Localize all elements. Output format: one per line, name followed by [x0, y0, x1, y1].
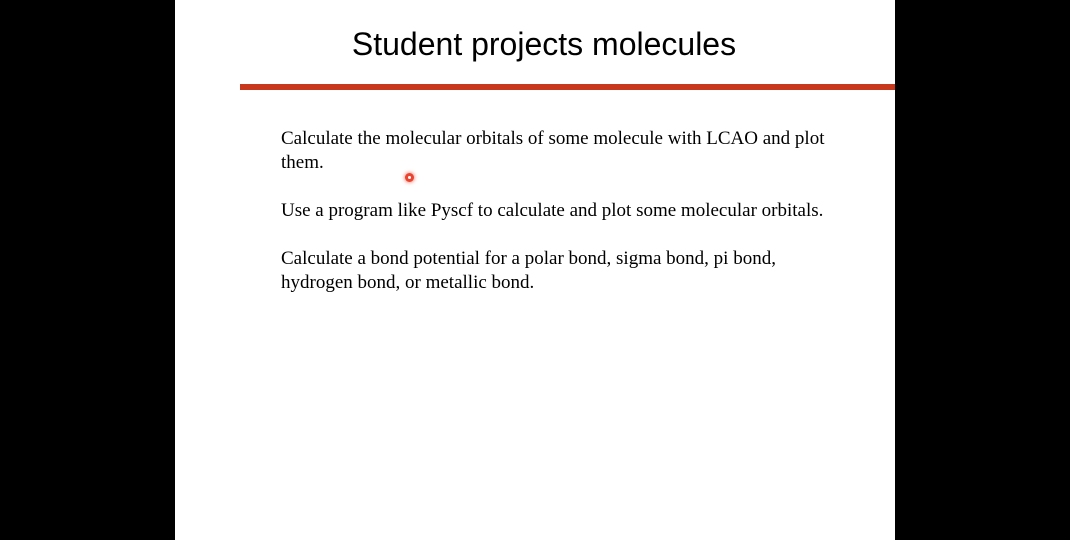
slide	[175, 0, 895, 540]
slide-title: Student projects molecules	[351, 26, 737, 62]
title-divider	[240, 84, 895, 90]
slide-body	[281, 127, 841, 319]
bullet-paragraph: Calculate the molecular orbitals of some molecule with LCAO and plot them.	[281, 128, 825, 173]
bullet-paragraph: Calculate a bond potential for a polar bond, sigma bond, pi bond, hydrogen bond, or metallic bond.	[281, 248, 776, 293]
bullet-paragraph: Use a program like Pyscf to calculate and plot some molecular orbitals.	[281, 200, 824, 221]
laser-pointer-cursor	[405, 173, 414, 182]
